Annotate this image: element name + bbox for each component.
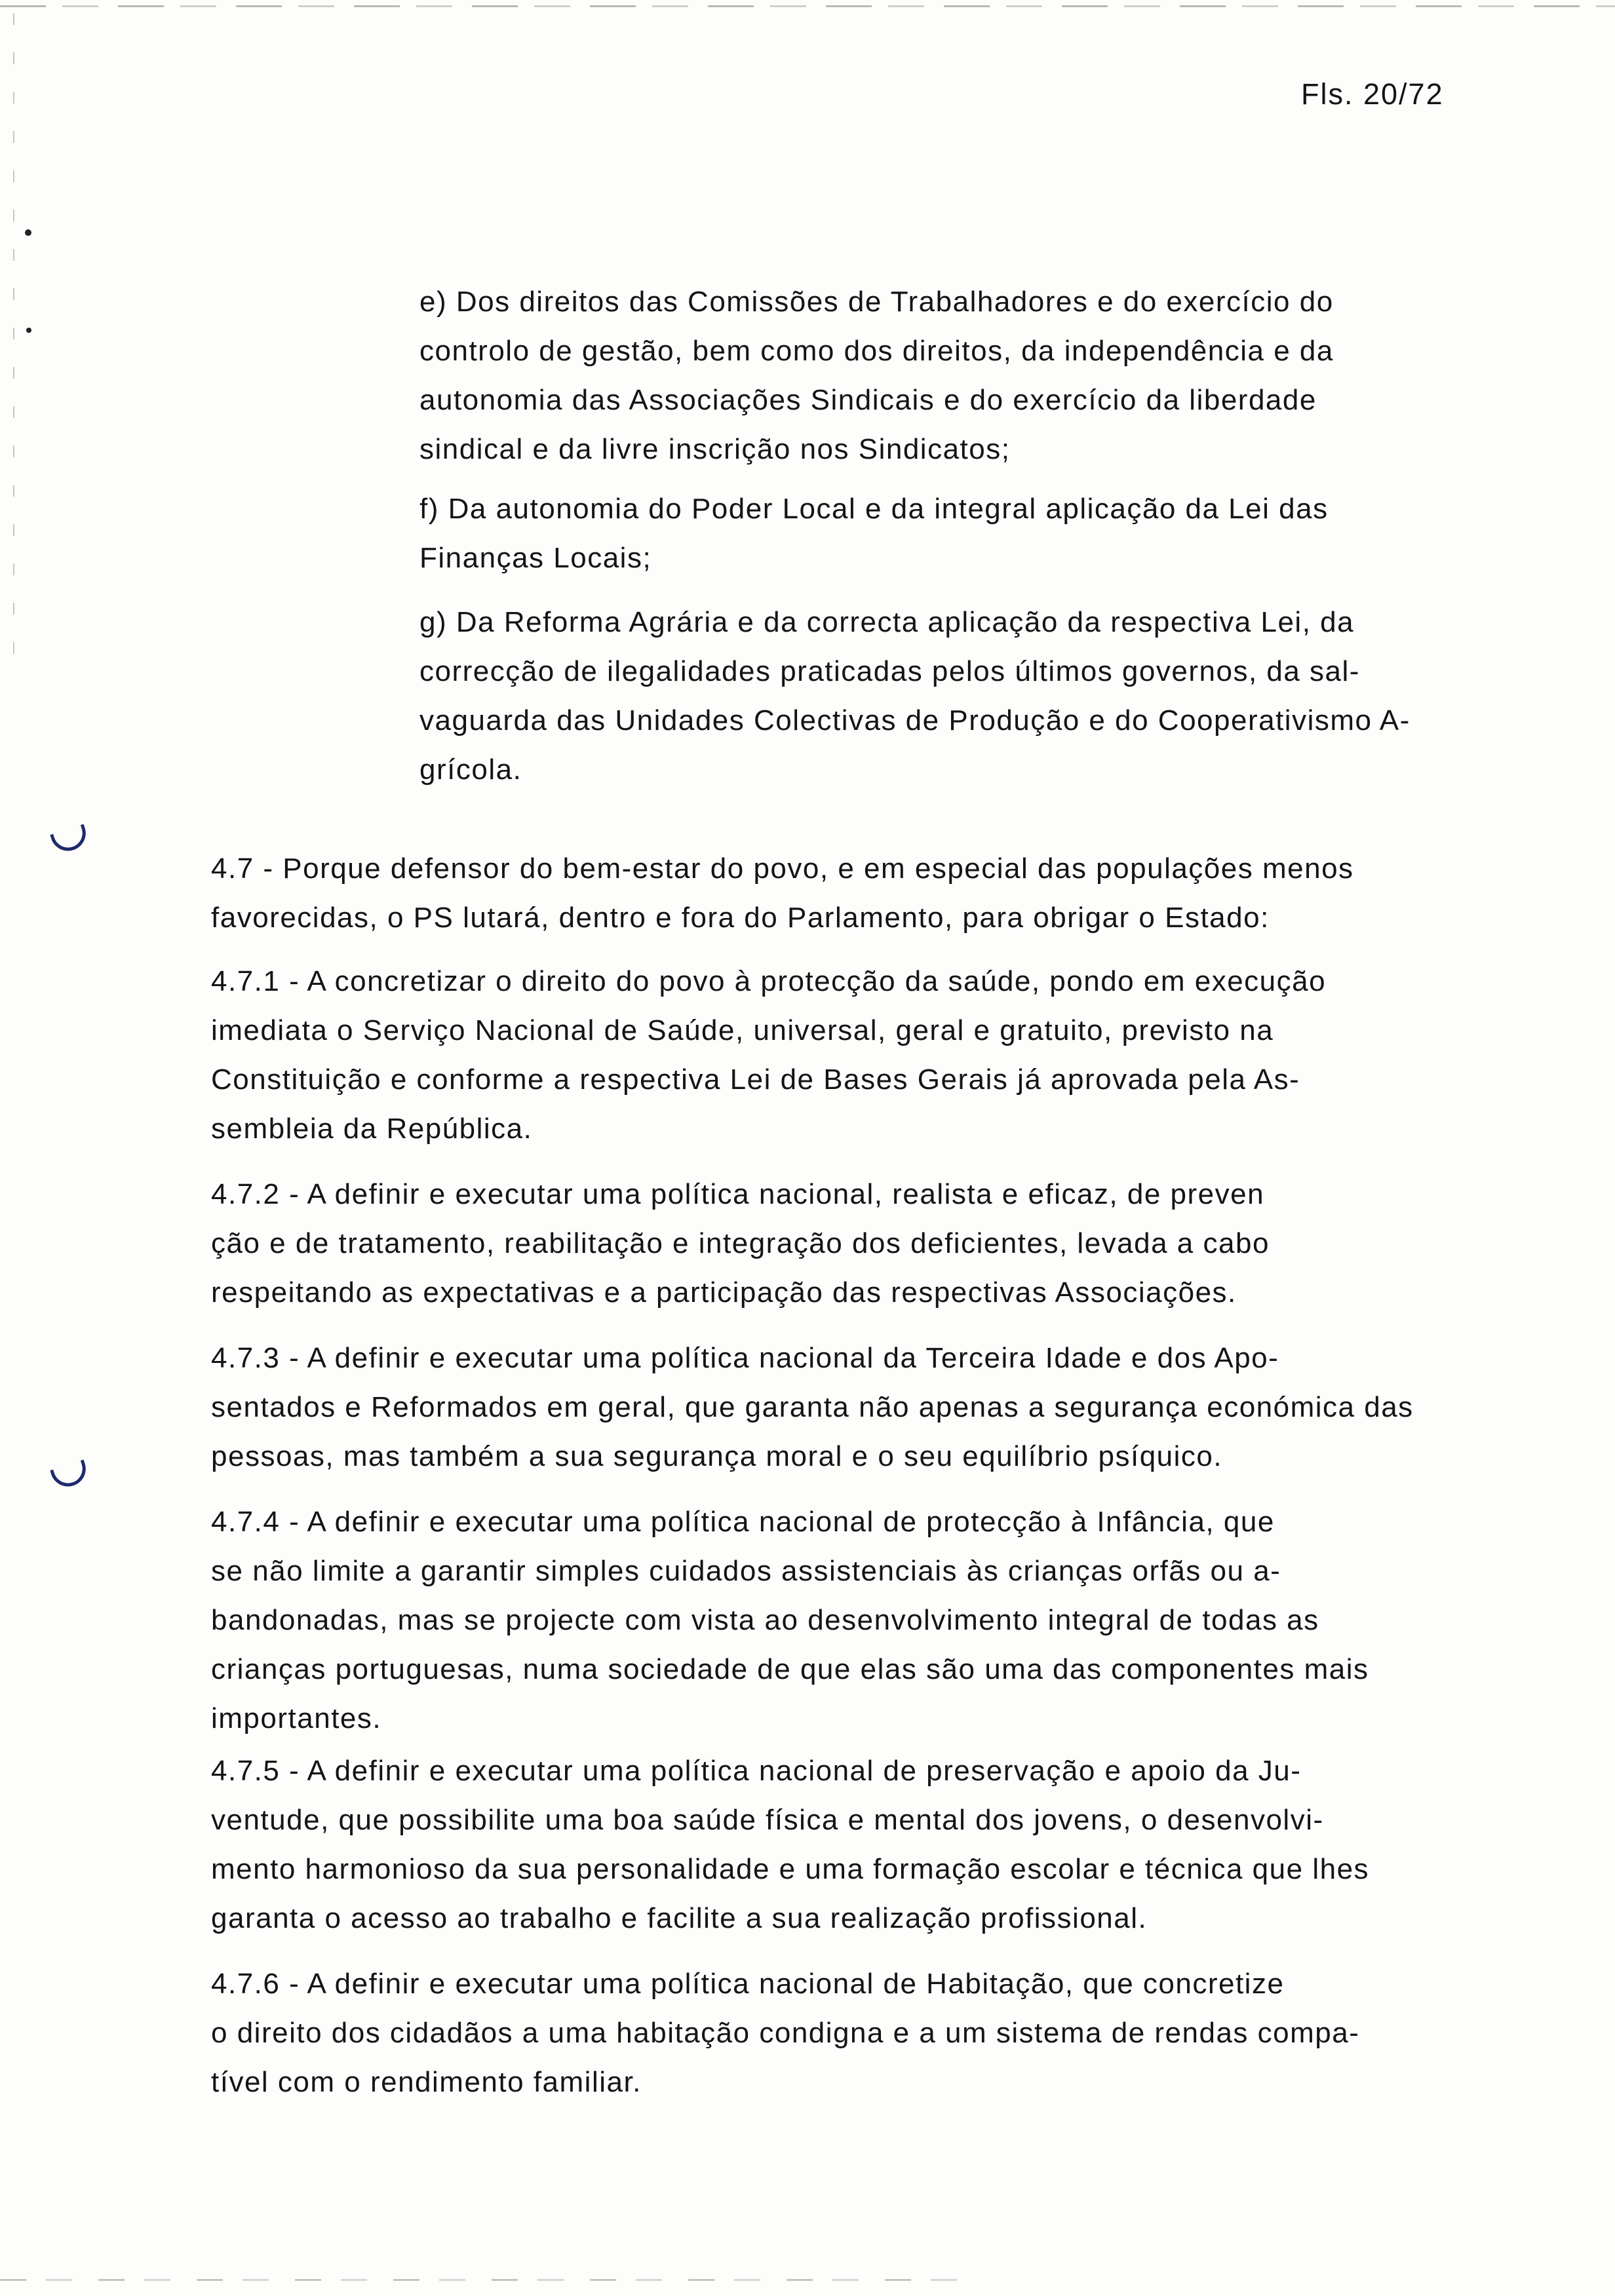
scan-edge-top: [0, 5, 1615, 7]
margin-pen-mark: [50, 824, 90, 855]
paragraph-4-7-6: 4.7.6 - A definir e executar uma política nacional de Habitação, que concretize o direito dos cidadãos a uma habitação condigna e a um sistema de rendas compa- tível com o rendimento familiar.: [211, 1968, 1360, 2098]
paragraph-4-7-intro: 4.7 - Porque defensor do bem-estar do povo, e em especial das populações menos favorecidas, o PS lutará, dentro e fora do Parlamento, para obrigar o Estado:: [211, 852, 1354, 934]
punch-dot: [26, 328, 31, 333]
margin-pen-mark: [50, 1459, 90, 1491]
paragraph-4-7-1: 4.7.1 - A concretizar o direito do povo à protecção da saúde, pondo em execução imediata o Serviço Nacional de Saúde, universal, geral e gratuito, previsto na Constituição e conforme a respectiva Lei de Bases Gerais já aprovada pela As- sembleia da República.: [211, 965, 1327, 1145]
paragraph-4-7-4: 4.7.4 - A definir e executar uma política nacional de protecção à Infância, que se não limite a garantir simples cuidados assistenciais às crianças orfãs ou a- bandonadas, mas se projecte com vista ao desenvolvimento integral de todas as crianças portuguesas, numa sociedade de que elas são uma das componentes mais importantes.: [211, 1506, 1369, 1734]
paragraph-item-f: f) Da autonomia do Poder Local e da integral aplicação da Lei das Finanças Locais;: [419, 493, 1329, 574]
punch-dot: [25, 229, 31, 236]
scan-edge-bottom: [0, 2279, 983, 2281]
folio-number: Fls. 20/72: [1301, 77, 1444, 111]
scan-edge-left: [13, 13, 14, 668]
paragraph-4-7-2: 4.7.2 - A definir e executar uma política nacional, realista e eficaz, de preven ção e de tratamento, reabilitação e integração dos deficientes, levada a cabo respeitando as expectativas e a participação das respectivas Associações.: [211, 1178, 1270, 1309]
paragraph-4-7-5: 4.7.5 - A definir e executar uma política nacional de preservação e apoio da Ju- ventude, que possibilite uma boa saúde física e mental dos jovens, o desenvolvi- mento harmonioso da sua personalidade e uma formação escolar e técnica que lhes garanta o acesso ao trabalho e facilite a sua realização profissional.: [211, 1755, 1370, 1934]
paragraph-4-7-3: 4.7.3 - A definir e executar uma política nacional da Terceira Idade e dos Apo- sentados e Reformados em geral, que garanta não apenas a segurança económica das pessoas, mas também a sua segurança moral e o seu equilíbrio psíquico.: [211, 1342, 1414, 1472]
paragraph-item-e: e) Dos direitos das Comissões de Trabalhadores e do exercício do controlo de gestão, bem como dos direitos, da independência e da autonomia das Associações Sindicais e do exercício da liberdade sindical e da livre inscrição nos Sindicatos;: [419, 286, 1334, 465]
paragraph-item-g: g) Da Reforma Agrária e da correcta aplicação da respectiva Lei, da correcção de ilegalidades praticadas pelos últimos governos, da sal- vaguarda das Unidades Colectivas de Produção e do Cooperativismo A- grícola.: [419, 606, 1411, 786]
